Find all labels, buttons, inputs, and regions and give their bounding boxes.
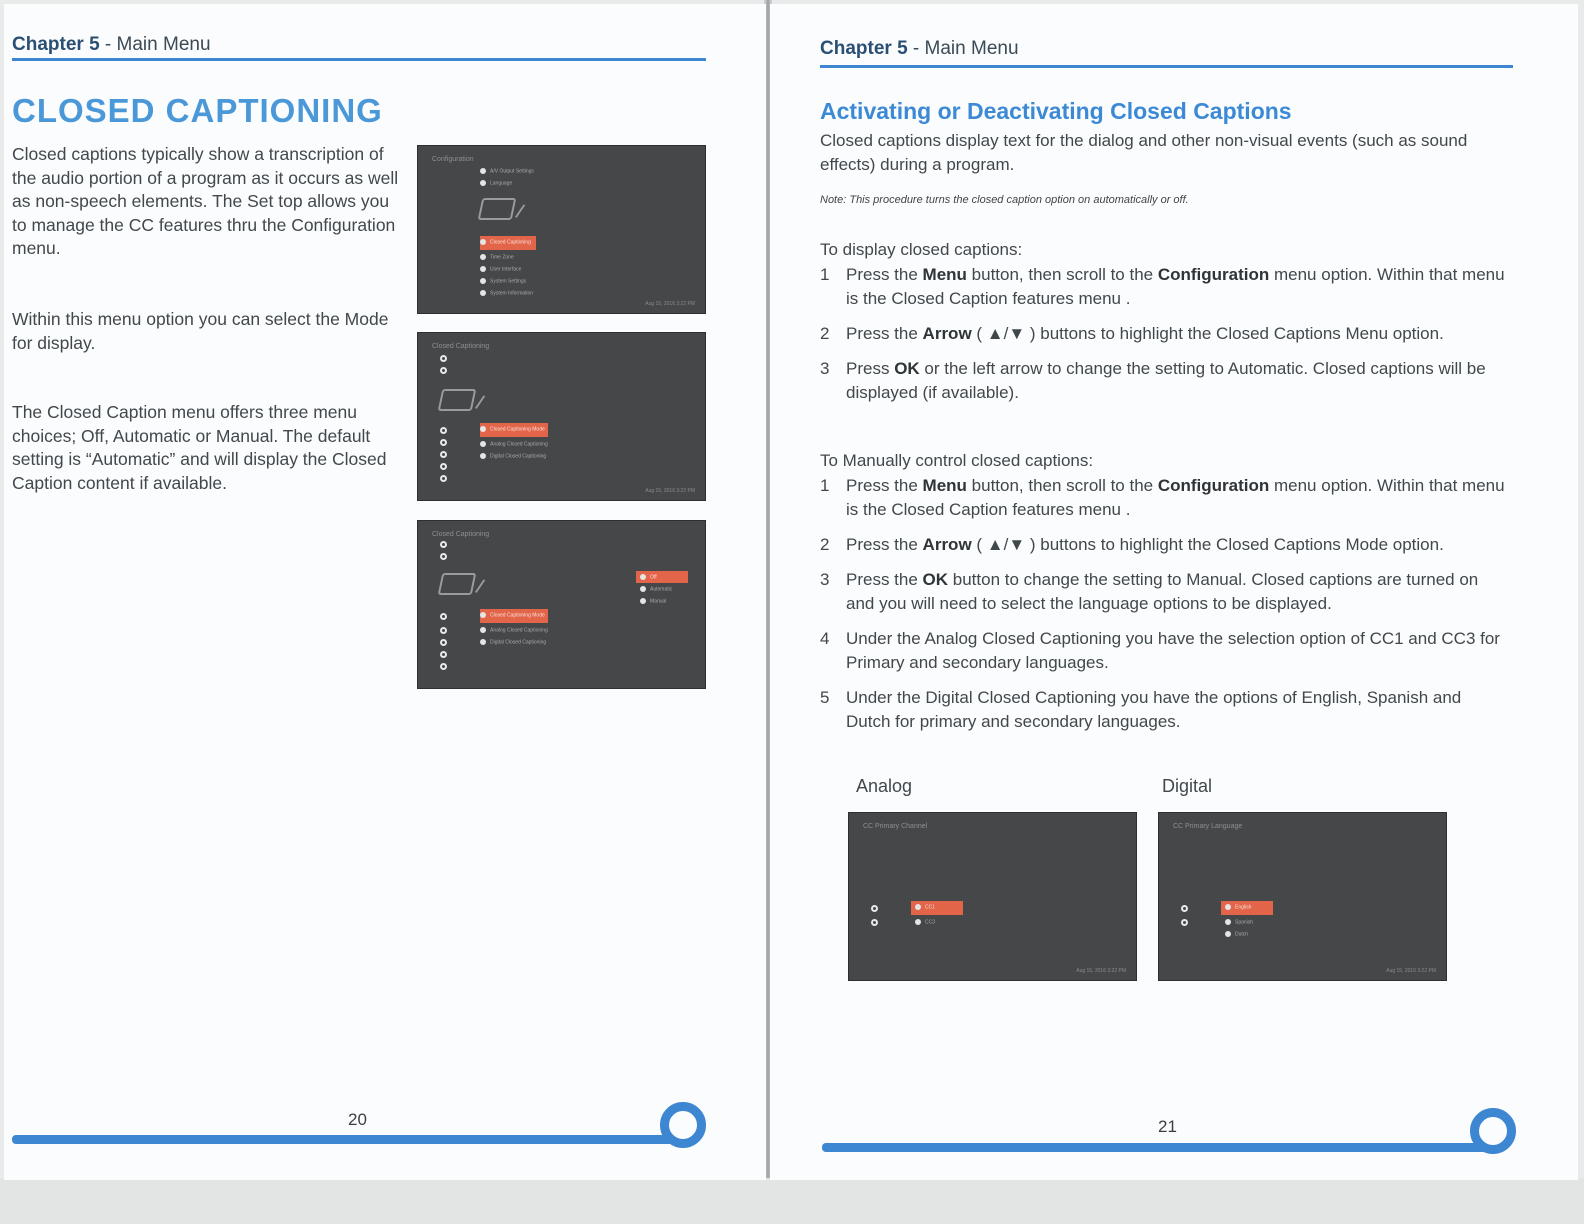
screen-clock: Aug 15, 2016 3:22 PM [645,301,695,307]
display-step [820,263,1520,311]
step-text: Press the OK button to change the setting to Manual. Closed captions are turned on and you will need to select the language options to be displayed. [846,570,1479,613]
step-number: 2 [820,535,830,554]
step-text: Under the Digital Closed Captioning you have the options of English, Spanish and Dutch for primary and secondary languages. [846,688,1462,731]
nav-dot-icon [440,639,447,646]
menu-row: A/V Output Settings [480,168,534,174]
chapter-title: Main Menu [924,38,1019,59]
closed-captioning-menu-screenshot [417,332,706,501]
nav-dot-icon [440,651,447,658]
nav-dot-icon [871,919,878,926]
nav-dot-icon [440,463,447,470]
menu-row-selected: Closed Captioning Mode [480,612,545,618]
step-text: Press the Menu button, then scroll to the Configuration menu option. Within that menu is the Closed Caption features menu . [846,476,1505,519]
screen-title: Closed Captioning [432,343,490,350]
step-number: 3 [820,570,830,589]
screen-clock: Aug 15, 2016 3:22 PM [1076,968,1126,974]
chapter-rule [820,65,1513,68]
page-number: 21 [1158,1117,1177,1136]
analog-cc-screenshot [848,812,1137,981]
option-selected: English [1225,904,1251,910]
screen-title: Closed Captioning [432,531,490,538]
menu-row: Analog Closed Captioning [480,441,548,447]
step-number: 3 [820,359,830,378]
step-text: Press the Arrow ( ▲/▼ ) buttons to highlight the Closed Captions Menu option. [846,324,1444,343]
chapter-separator: - [907,38,925,59]
chapter-header [820,38,1019,60]
closed-captioning-mode-screenshot [417,520,706,689]
nav-dot-icon [440,367,447,374]
screen-title: CC Primary Language [1173,823,1243,830]
screen-clock: Aug 15, 2016 3:22 PM [1386,968,1436,974]
menu-row: Digital Closed Captioning [480,453,546,459]
manual-step [820,474,1520,522]
manual-step [820,533,1520,557]
option: CC3 [915,919,935,925]
settings-cube-icon [478,198,517,220]
nav-dot-icon [440,475,447,482]
chapter-title: Main Menu [116,34,211,55]
menu-choices-paragraph: The Closed Caption menu offers three menu choices; Off, Automatic or Manual. The default setting is “Automatic” and will display the Closed Caption content if available. [12,402,387,493]
section-title: CLOSED CAPTIONING [12,92,383,129]
chapter-label: Chapter 5 [820,38,908,59]
menu-row: Digital Closed Captioning [480,639,546,645]
menu-row-selected: Closed Captioning [480,239,531,245]
step-number: 2 [820,324,830,343]
step-text: Press OK or the left arrow to change the setting to Automatic. Closed captions will be displayed (if available). [846,359,1486,402]
step-number: 1 [820,476,830,495]
digital-caption: Digital [1162,776,1213,796]
display-step [820,322,1520,346]
analog-caption: Analog [856,776,913,796]
menu-row: Language [480,180,512,186]
screen-title: CC Primary Channel [863,823,928,830]
nav-dot-icon [440,541,447,548]
step-number: 5 [820,688,830,707]
manual-step [820,686,1510,734]
chapter-separator: - [99,34,117,55]
menu-row-selected: Closed Captioning Mode [480,426,545,432]
option-selected: CC1 [915,904,935,910]
step-text: Press the Menu button, then scroll to the Configuration menu option. Within that menu is the Closed Caption features menu . [846,265,1505,308]
footer-ring-icon [1470,1108,1516,1154]
menu-row: User Interface [480,266,521,272]
menu-row: Analog Closed Captioning [480,627,548,633]
screen-title: Configuration [432,156,474,163]
option: Spanish [1225,919,1253,925]
nav-dot-icon [871,905,878,912]
intro-paragraph: Closed captions typically show a transcription of the audio portion of a program as it occurs as well as non-speech elements. The Set top allows you to manage the CC features thru the Configuration menu. [12,144,399,258]
nav-dot-icon [440,553,447,560]
nav-dot-icon [440,451,447,458]
nav-dot-icon [440,663,447,670]
chapter-label: Chapter 5 [12,34,100,55]
intro-line: effects) during a program. [820,155,1015,174]
option: Dutch [1225,931,1248,937]
display-heading: To display closed captions: [820,240,1023,259]
nav-dot-icon [440,427,447,434]
nav-dot-icon [440,627,447,634]
footer-bar [822,1143,1490,1152]
footer-ring-icon [660,1102,706,1148]
footer-bar [12,1135,680,1144]
chapter-header [12,34,211,56]
nav-dot-icon [440,439,447,446]
nav-dot-icon [440,355,447,362]
menu-row: System Settings [480,278,526,284]
digital-cc-screenshot [1158,812,1447,981]
nav-dot-icon [440,613,447,620]
settings-cube-icon [438,573,477,595]
menu-row: Time Zone [480,254,514,260]
page-number: 20 [348,1110,367,1129]
section-heading: Activating or Deactivating Closed Captions [820,98,1292,124]
screen-clock: Aug 15, 2016 3:22 PM [645,488,695,494]
step-text: Press the Arrow ( ▲/▼ ) buttons to highlight the Closed Captions Mode option. [846,535,1444,554]
popup-option: Manual [640,598,666,604]
mode-paragraph: Within this menu option you can select the Mode for display. [12,309,389,353]
display-step [820,357,1500,405]
nav-dot-icon [1181,905,1188,912]
step-text: Under the Analog Closed Captioning you have the selection option of CC1 and CC3 for Primary and secondary languages. [846,629,1500,672]
chapter-rule [12,58,706,61]
intro-line: Closed captions display text for the dialog and other non-visual events (such as sound [820,131,1468,150]
manual-step [820,568,1500,616]
popup-option-selected: Off [640,574,657,580]
scan-background [0,1178,1584,1224]
manual-step [820,627,1520,675]
manual-heading: To Manually control closed captions: [820,451,1094,470]
step-number: 1 [820,265,830,284]
nav-dot-icon [1181,919,1188,926]
menu-row: System Information [480,290,533,296]
procedure-note: Note: This procedure turns the closed caption option on automatically or off. [820,194,1189,206]
settings-cube-icon [438,389,477,411]
configuration-menu-screenshot [417,145,706,314]
step-number: 4 [820,629,830,648]
popup-option: Automatic [640,586,672,592]
